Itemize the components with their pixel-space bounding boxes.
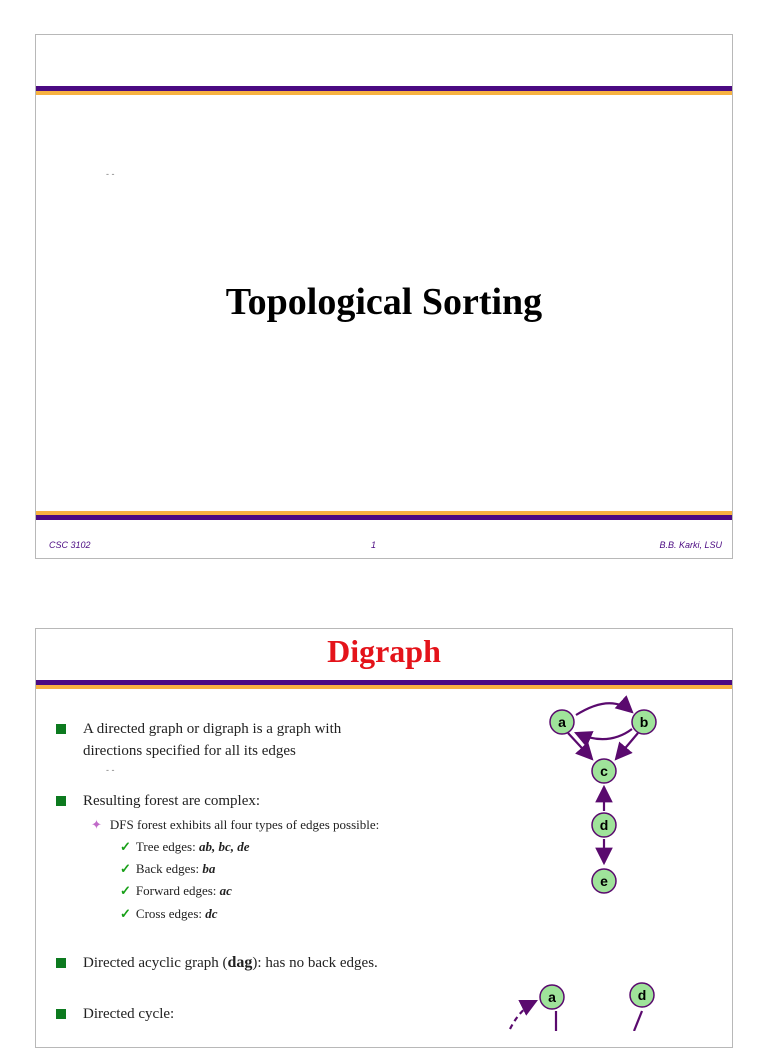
stray-marks: - - (106, 765, 115, 775)
header-rule-gold (36, 91, 732, 95)
stray-marks: - - (106, 169, 115, 179)
node-c (592, 759, 616, 783)
bullet-text: Resulting forest are complex: (83, 793, 261, 809)
node-a (540, 985, 564, 1009)
node-b (632, 710, 656, 734)
sub-bullet-dfs (91, 816, 379, 834)
edge-type-back: ✓ Back edges: ba (120, 861, 216, 876)
digraph-slide (35, 628, 733, 1048)
checkmark-icon: ✓ (120, 883, 131, 898)
bullet-text: Directed acyclic graph (dag): has no back edges. (83, 954, 378, 971)
svg-text:d: d (637, 987, 647, 1003)
title-slide (35, 34, 733, 559)
footer-rule-purple (36, 515, 732, 520)
edge-type-cross: ✓ Cross edges: dc (120, 906, 218, 921)
header-rule-gold (36, 685, 732, 689)
svg-text:a: a (558, 714, 566, 730)
bullet-text: A directed graph or digraph is a graph with (83, 721, 342, 737)
svg-text:c: c (600, 763, 608, 779)
node-e (592, 869, 616, 893)
bullet-text: directions specified for all its edges (83, 743, 296, 759)
node-d (630, 983, 654, 1007)
footer-author: B.B. Karki, LSU (659, 540, 722, 550)
bullet-square-icon (56, 724, 66, 734)
node-d (592, 813, 616, 837)
slide-title: Topological Sorting (225, 281, 543, 323)
edge-d-down (634, 1011, 642, 1031)
edge-ab (576, 703, 632, 715)
digraph-diagram (516, 695, 676, 905)
bullet-square-icon (56, 796, 66, 806)
svg-text:b: b (639, 714, 649, 730)
edge-dashed (510, 1001, 536, 1029)
sub-bullet-text: DFS forest exhibits all four types of edges possible: (109, 817, 380, 832)
checkmark-icon: ✓ (120, 839, 131, 854)
star-bullet-icon: ✦ (91, 817, 102, 832)
svg-text:e: e (600, 873, 608, 889)
edge-type-tree: ✓ Tree edges: ab, bc, de (120, 839, 250, 854)
node-a (550, 710, 574, 734)
slide-title: Digraph (327, 633, 441, 669)
footer-page-number: 1 (371, 540, 377, 550)
bullet-square-icon (56, 958, 66, 968)
edge-type-forward: ✓ Forward edges: ac (120, 883, 232, 898)
svg-text:d: d (599, 817, 609, 833)
bullet-square-icon (56, 1009, 66, 1019)
bullet-text: Directed cycle: (83, 1006, 175, 1022)
checkmark-icon: ✓ (120, 861, 131, 876)
checkmark-icon: ✓ (120, 906, 131, 921)
svg-text:a: a (548, 989, 556, 1005)
edge-ba (576, 729, 632, 739)
footer-course: CSC 3102 (49, 540, 91, 550)
